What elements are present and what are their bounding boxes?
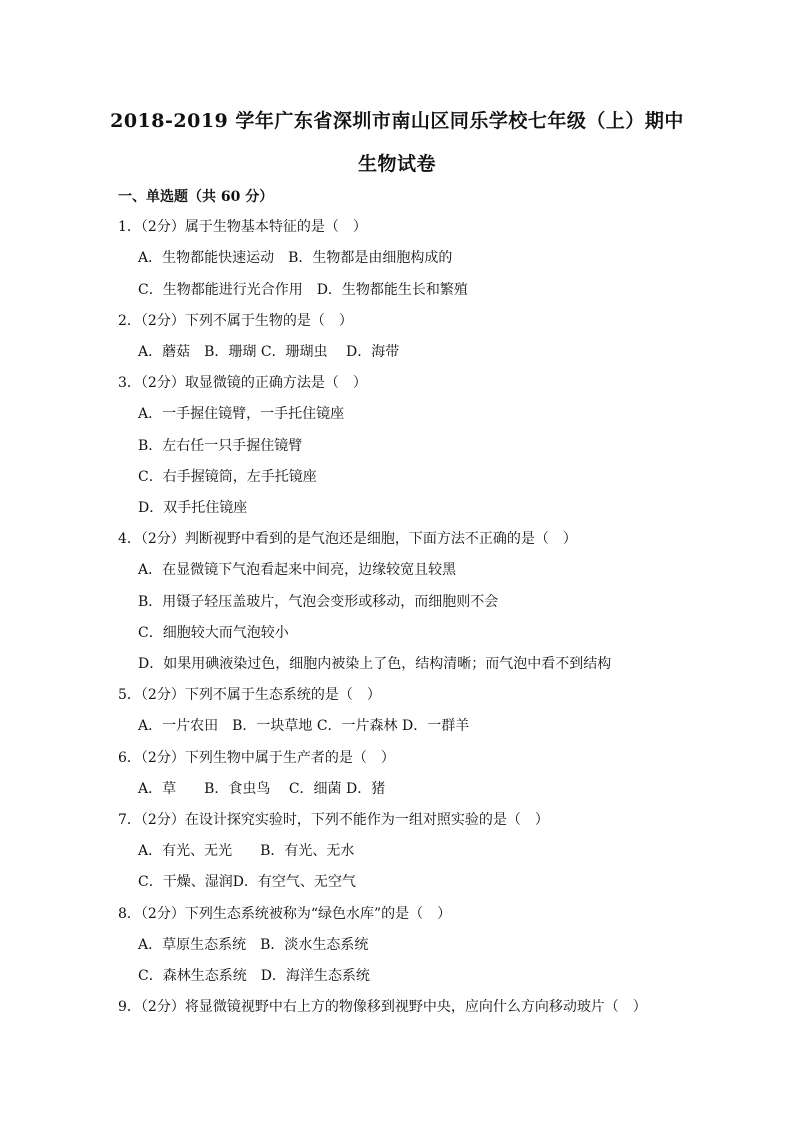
question-3-option-line-1: A．一手握住镜臂，一手托住镜座 — [138, 406, 345, 422]
question-4-option-line-4: D．如果用碘液染过色，细胞内被染上了色，结构清晰；而气泡中看不到结构 — [138, 656, 612, 672]
document-title-line1: 2018-2019 学年广东省深圳市南山区同乐学校七年级（上）期中 — [110, 110, 684, 132]
question-stem-4: 4．（2分）判断视野中看到的是气泡还是细胞，下面方法不正确的是（ ） — [118, 531, 577, 547]
question-stem-7: 7．（2分）在设计探究实验时，下列不能作为一组对照实验的是（ ） — [118, 812, 549, 828]
question-2-option-line-1: A．蘑菇 B．珊瑚 C．珊瑚虫 D．海带 — [138, 344, 400, 360]
question-stem-1: 1．（2分）属于生物基本特征的是（ ） — [118, 219, 367, 235]
question-3-option-line-4: D．双手托住镜座 — [138, 500, 248, 516]
question-3-option-line-2: B．左右任一只手握住镜臂 — [138, 438, 303, 454]
question-stem-5: 5．（2分）下列不属于生态系统的是（ ） — [118, 687, 381, 703]
question-stem-9: 9．（2分）将显微镜视野中右上方的物像移到视野中央，应向什么方向移动玻片（ ） — [118, 999, 647, 1015]
question-stem-2: 2．（2分）下列不属于生物的是（ ） — [118, 313, 353, 329]
question-stem-6: 6．（2分）下列生物中属于生产者的是（ ） — [118, 750, 395, 766]
question-8-option-line-1: A．草原生态系统 B．淡水生态系统 — [138, 937, 369, 953]
question-6-option-line-1: A．草 B．食虫鸟 C．细菌 D．猪 — [138, 781, 386, 797]
question-4-option-line-2: B．用镊子轻压盖玻片，气泡会变形或移动，而细胞则不会 — [138, 594, 499, 610]
question-5-option-line-1: A．一片农田 B．一块草地 C．一片森林 D．一群羊 — [138, 718, 470, 734]
question-stem-8: 8．（2分）下列生态系统被称为“绿色水库”的是（ ） — [118, 906, 452, 922]
question-4-option-line-3: C．细胞较大而气泡较小 — [138, 625, 289, 641]
question-8-option-line-2: C．森林生态系统 D．海洋生态系统 — [138, 968, 370, 984]
document-title-line2: 生物试卷 — [357, 153, 436, 175]
question-stem-3: 3．（2分）取显微镜的正确方法是（ ） — [118, 375, 367, 391]
question-4-option-line-1: A．在显微镜下气泡看起来中间亮，边缘较宽且较黑 — [138, 562, 457, 578]
section-heading: 一、单选题（共 60 分） — [118, 189, 274, 205]
question-1-option-line-1: A．生物都能快速运动 B．生物都是由细胞构成的 — [138, 250, 453, 266]
question-7-option-line-1: A．有光、无光 B．有光、无水 — [138, 843, 355, 859]
question-1-option-line-2: C．生物都能进行光合作用 D．生物都能生长和繁殖 — [138, 282, 468, 298]
question-3-option-line-3: C．右手握镜筒，左手托镜座 — [138, 469, 317, 485]
question-7-option-line-2: C．干燥、湿润D．有空气、无空气 — [138, 874, 356, 890]
